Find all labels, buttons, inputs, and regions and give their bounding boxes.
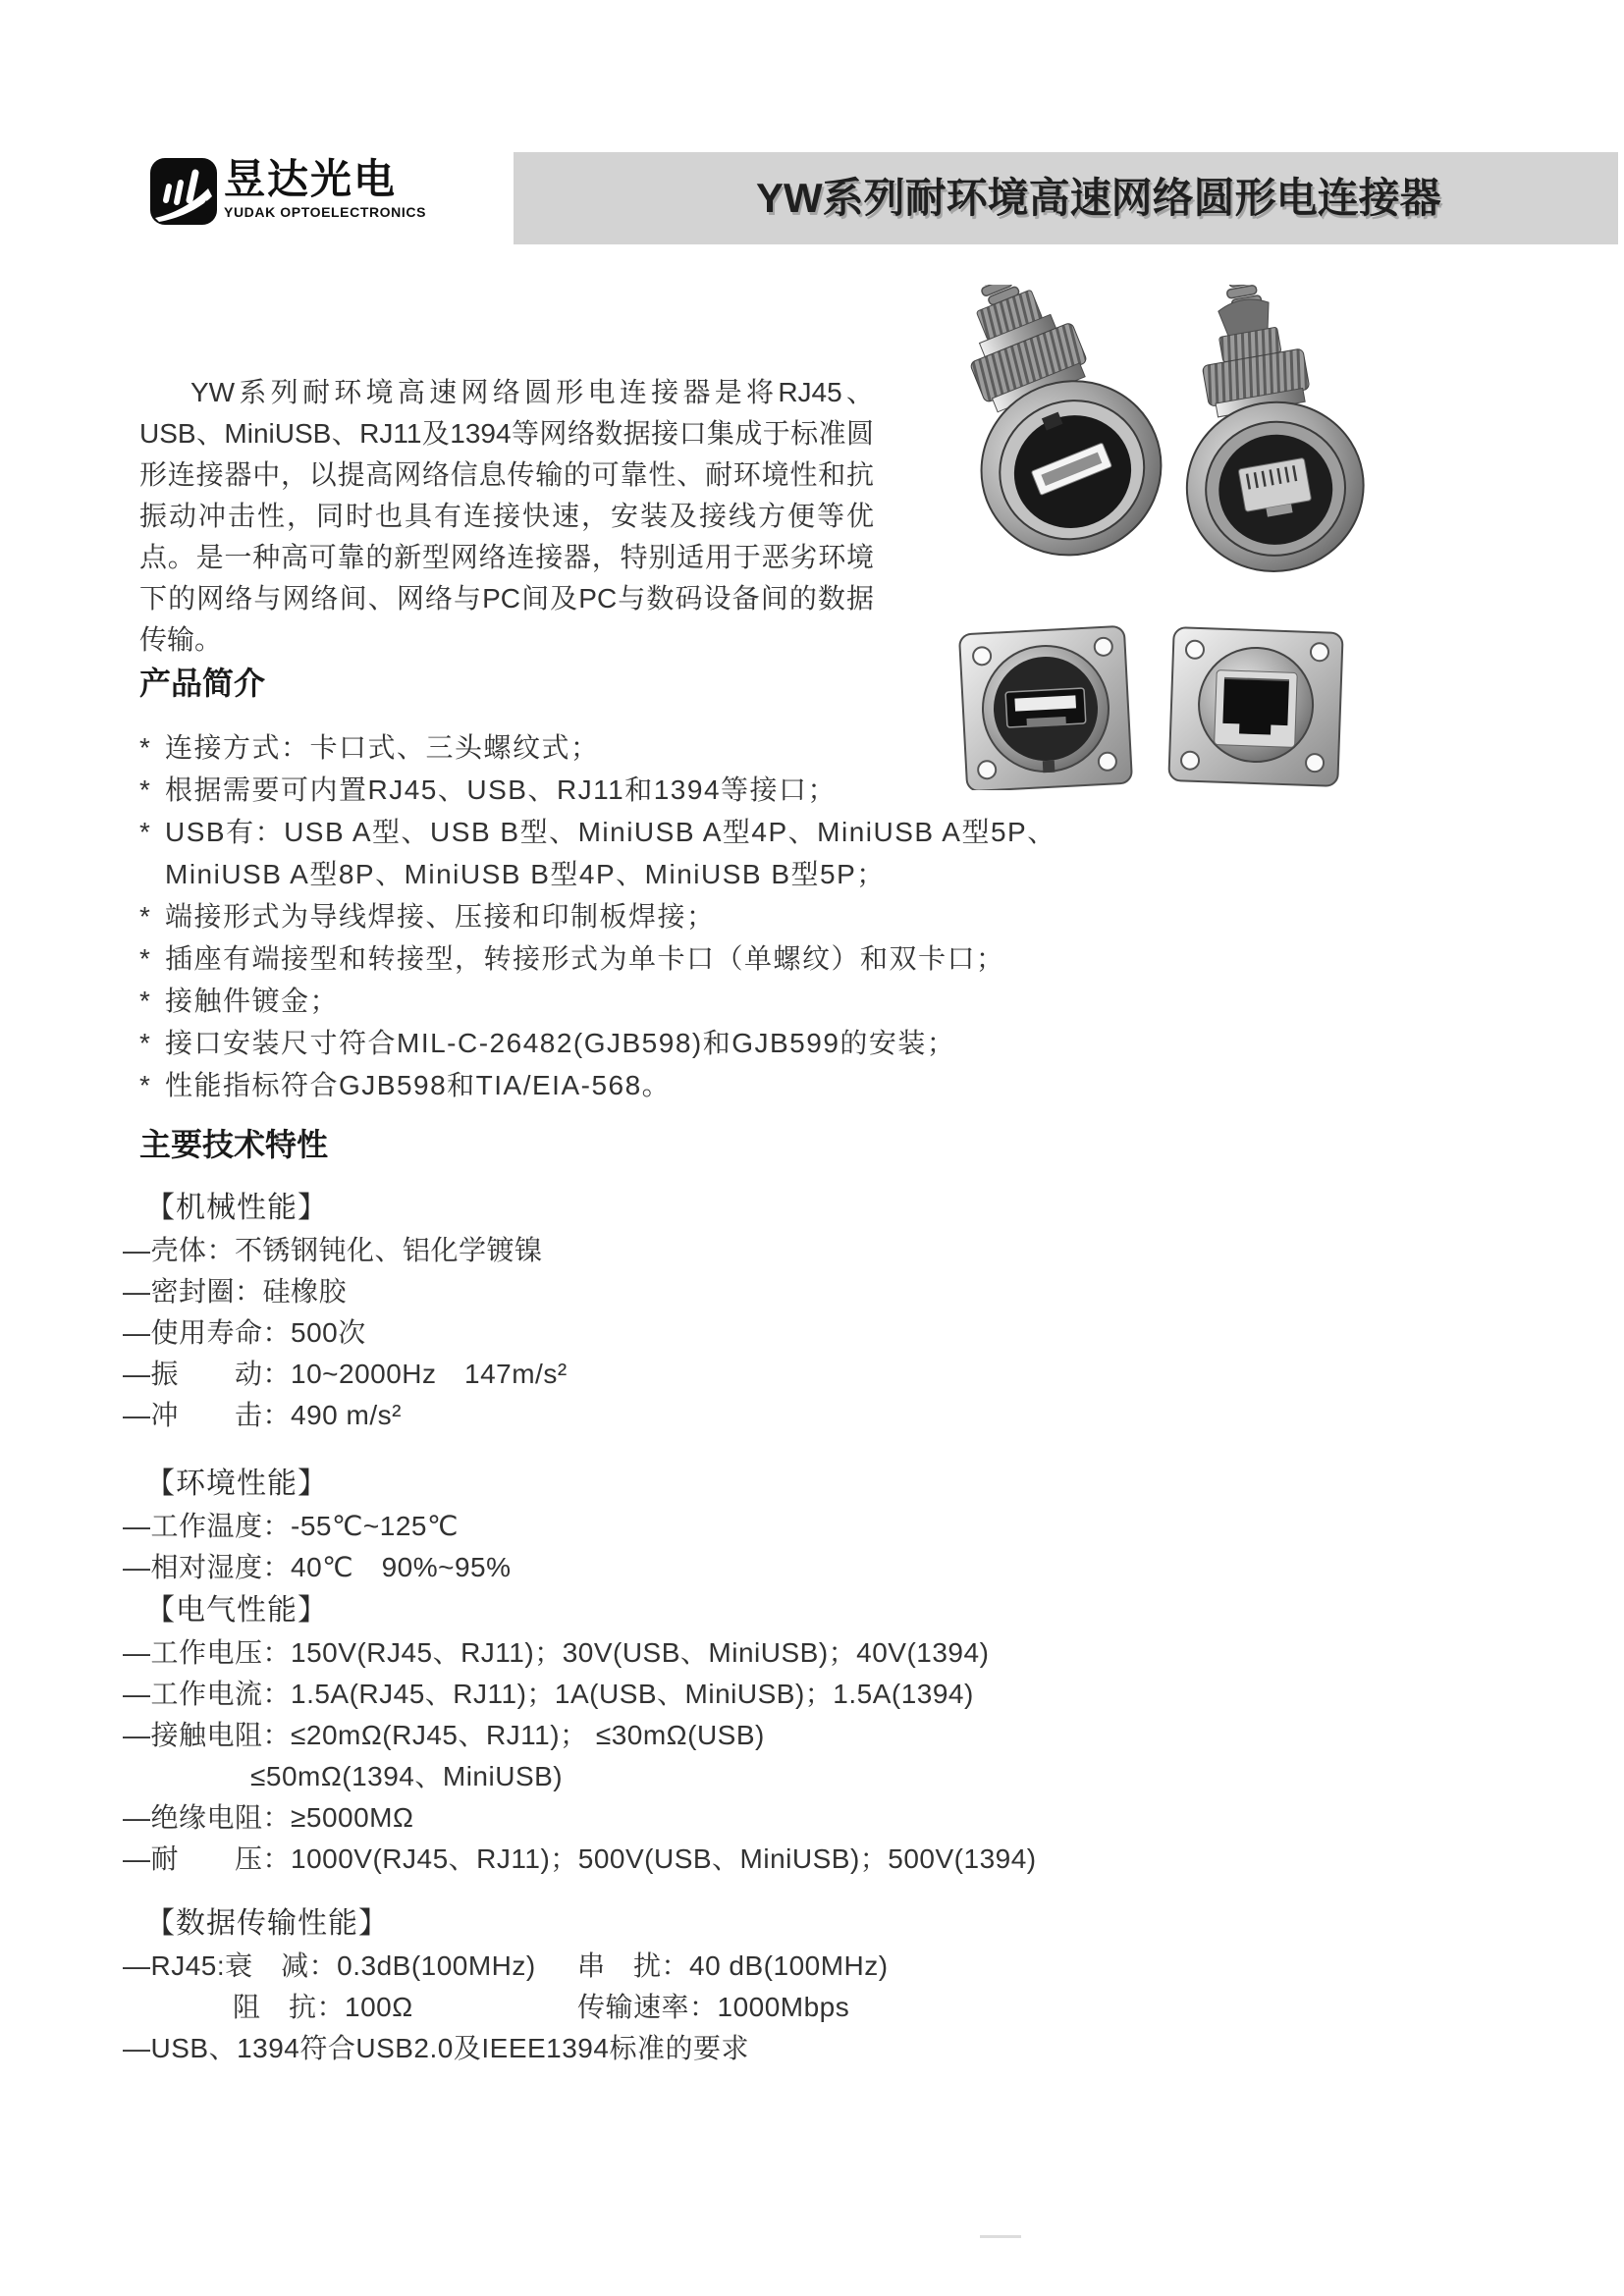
bullet-marker: *	[139, 901, 152, 932]
electrical-group	[123, 1588, 1121, 1880]
spec-line: —工作温度：-55℃~125℃	[123, 1511, 459, 1541]
group-title: 【电气性能】	[145, 1594, 328, 1627]
group-title: 【机械性能】	[145, 1192, 328, 1224]
bullet-marker: *	[139, 817, 152, 847]
yudak-logo-icon	[149, 157, 218, 226]
page-title: YW系列耐环境高速网络圆形电连接器	[756, 175, 1441, 221]
group-title: 【数据传输性能】	[145, 1907, 389, 1940]
product-photos	[928, 285, 1434, 790]
mechanical-group	[123, 1186, 1121, 1436]
bullet-item: * 接触件镀金；	[139, 980, 925, 1022]
product-intro-list	[139, 726, 1056, 1106]
tech-spec-heading: 主要技术特性	[139, 1127, 329, 1162]
bullet-marker: *	[139, 732, 152, 763]
spec-line: —壳体：不锈钢钝化、铝化学镀镍	[123, 1235, 543, 1265]
intro-paragraph: YW系列耐环境高速网络圆形电连接器是将RJ45、USB、MiniUSB、RJ11及1394等网络数据接口集成于标准圆形连接器中，以提高网络信息传输的可靠性、耐环境性和抗振动冲击性，同时也具有连接快速，安装及接线方便等优点。是一种高可靠的新型网络连接器，特别适用于恶劣环境下的网络与网络间、网络与PC间及PC与数码设备间的数据传输。	[139, 377, 874, 655]
logo-english-name: YUDAK OPTOELECTRONICS	[224, 204, 427, 220]
rj45-flange-receptacle-photo	[1168, 627, 1342, 786]
bullet-marker: *	[139, 943, 152, 974]
spec-line-continuation: ≤50mΩ(1394、MiniUSB)	[250, 1761, 564, 1791]
bullet-item: * 接口安装尺寸符合MIL-C-26482(GJB598)和GJB599的安装；	[139, 1022, 925, 1064]
spec-line: —工作电压：150V(RJ45、RJ11)；30V(USB、MiniUSB)；40V(1394)	[123, 1637, 990, 1668]
bullet-item: * USB有：USB A型、USB B型、MiniUSB A型4P、MiniUSB A型5P、	[139, 811, 925, 853]
group-title: 【环境性能】	[145, 1468, 328, 1500]
bullet-marker: *	[139, 986, 152, 1016]
spec-row: 阻 抗：100Ω 传输速率：1000Mbps	[233, 1992, 850, 2022]
bullet-item: * 根据需要可内置RJ45、USB、RJ11和1394等接口；	[139, 769, 925, 811]
bullet-item: * 性能指标符合GJB598和TIA/EIA-568。	[139, 1064, 925, 1106]
spec-line: —接触电阻：≤20mΩ(RJ45、RJ11)； ≤30mΩ(USB)	[123, 1720, 765, 1750]
logo	[149, 157, 426, 226]
logo-text	[224, 157, 426, 220]
bullet-marker: *	[139, 774, 152, 805]
data-transmission-group	[123, 1901, 1121, 2069]
environment-group	[123, 1462, 1121, 1588]
spec-line: —冲 击：490 m/s²	[123, 1400, 402, 1430]
spec-line: —绝缘电阻：≥5000MΩ	[123, 1802, 414, 1833]
spec-line: —振 动：10~2000Hz 147m/s²	[123, 1359, 568, 1389]
spec-line: —密封圈：硅橡胶	[123, 1276, 348, 1307]
spec-row: —USB、1394符合USB2.0及IEEE1394标准的要求	[123, 2033, 749, 2063]
bullet-marker: *	[139, 1070, 152, 1100]
tech-spec-section	[123, 1127, 1121, 2069]
usb-plug-photo	[928, 285, 1187, 582]
product-intro-heading: 产品简介	[139, 666, 266, 701]
spec-row: —RJ45:衰 减：0.3dB(100MHz) 串 扰：40 dB(100MHz)	[123, 1950, 889, 1981]
usb-flange-receptacle-photo	[959, 626, 1132, 790]
scan-artifact	[980, 2235, 1021, 2238]
logo-chinese-name: 昱达光电	[224, 156, 398, 202]
title-bar	[514, 152, 1618, 244]
bullet-item: * 连接方式：卡口式、三头螺纹式；	[139, 726, 925, 769]
bullet-item-continuation: MiniUSB A型8P、MiniUSB B型4P、MiniUSB B型5P；	[165, 859, 886, 889]
spec-line: —耐 压：1000V(RJ45、RJ11)；500V(USB、MiniUSB)；500V(1394)	[123, 1843, 1037, 1874]
bullet-marker: *	[139, 1028, 152, 1058]
bullet-item: * 端接形式为导线焊接、压接和印制板焊接；	[139, 895, 925, 937]
rj45-plug-photo	[1150, 285, 1378, 585]
spec-line: —相对湿度：40℃ 90%~95%	[123, 1552, 512, 1582]
product-intro-section	[139, 666, 1056, 1106]
spec-line: —工作电流：1.5A(RJ45、RJ11)；1A(USB、MiniUSB)；1.5A(1394)	[123, 1679, 974, 1709]
spec-line: —使用寿命：500次	[123, 1317, 366, 1348]
bullet-item: * 插座有端接型和转接型，转接形式为单卡口（单螺纹）和双卡口；	[139, 937, 925, 980]
